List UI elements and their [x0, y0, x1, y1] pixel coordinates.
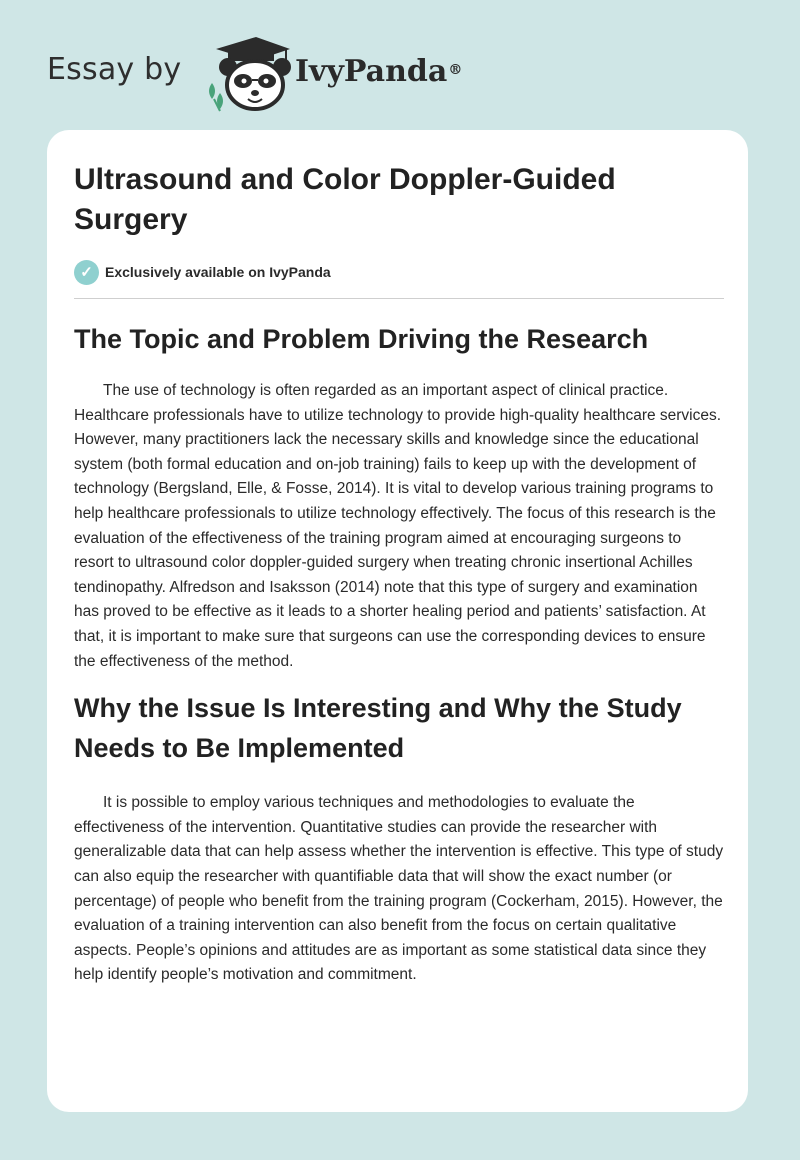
essay-card	[47, 130, 748, 1112]
essay-title: Ultrasound and Color Doppler-Guided Surgery	[74, 163, 616, 236]
essay-by-label: Essay by	[47, 52, 182, 87]
section-heading-why: Why the Issue Is Interesting and Why the Study Needs to Be Implemented	[74, 693, 682, 764]
exclusive-badge-text: Exclusively available on IvyPanda	[105, 264, 331, 280]
panda-graduate-icon	[198, 33, 294, 113]
registered-mark: ®	[448, 62, 463, 78]
essay-content	[74, 160, 724, 988]
check-icon: ✓	[74, 260, 99, 285]
section-paragraph-topic: The use of technology is often regarded as an important aspect of clinical practice. Healthcare professionals have to utilize technology to provide high-quality healthcare services. However, many practitioners lack the necessary skills and knowledge since the educational system (both formal education and on-job training) fails to keep up with the development of technology (Bergsland, Elle, & Fosse, 2014). It is vital to develop various training programs to help healthcare professionals to utilize technology effectively. The focus of this research is the evaluation of the effectiveness of the training program aimed at encouraging surgeons to resort to ultrasound color doppler-guided surgery when treating chronic insertional Achilles tendinopathy. Alfredson and Isaksson (2014) note that this type of surgery and examination has proved to be effective as it leads to a shorter healing period and patients’ satisfaction. At that, it is important to make sure that surgeons can use the corresponding devices to ensure the effectiveness of the method.	[74, 382, 722, 670]
brand-name: IvyPanda®	[295, 54, 463, 89]
exclusive-badge	[74, 258, 724, 286]
title-divider	[74, 298, 724, 299]
site-header	[0, 0, 800, 130]
section-paragraph-why: It is possible to employ various techniques and methodologies to evaluate the effectiveness of the intervention. Quantitative studies can provide the researcher with generalizable data that can help assess whether the intervention is effective. This type of study can also equip the researcher with quantifiable data that will show the exact number (or percentage) of people who benefit from the training program (Cockerham, 2015). However, the evaluation of a training intervention can also benefit from the focus on certain qualitative aspects. People’s opinions and attitudes are as important as some statistical data since they help identify people’s motivation and commitment.	[74, 794, 724, 984]
section-heading-topic: The Topic and Problem Driving the Research	[74, 324, 649, 354]
